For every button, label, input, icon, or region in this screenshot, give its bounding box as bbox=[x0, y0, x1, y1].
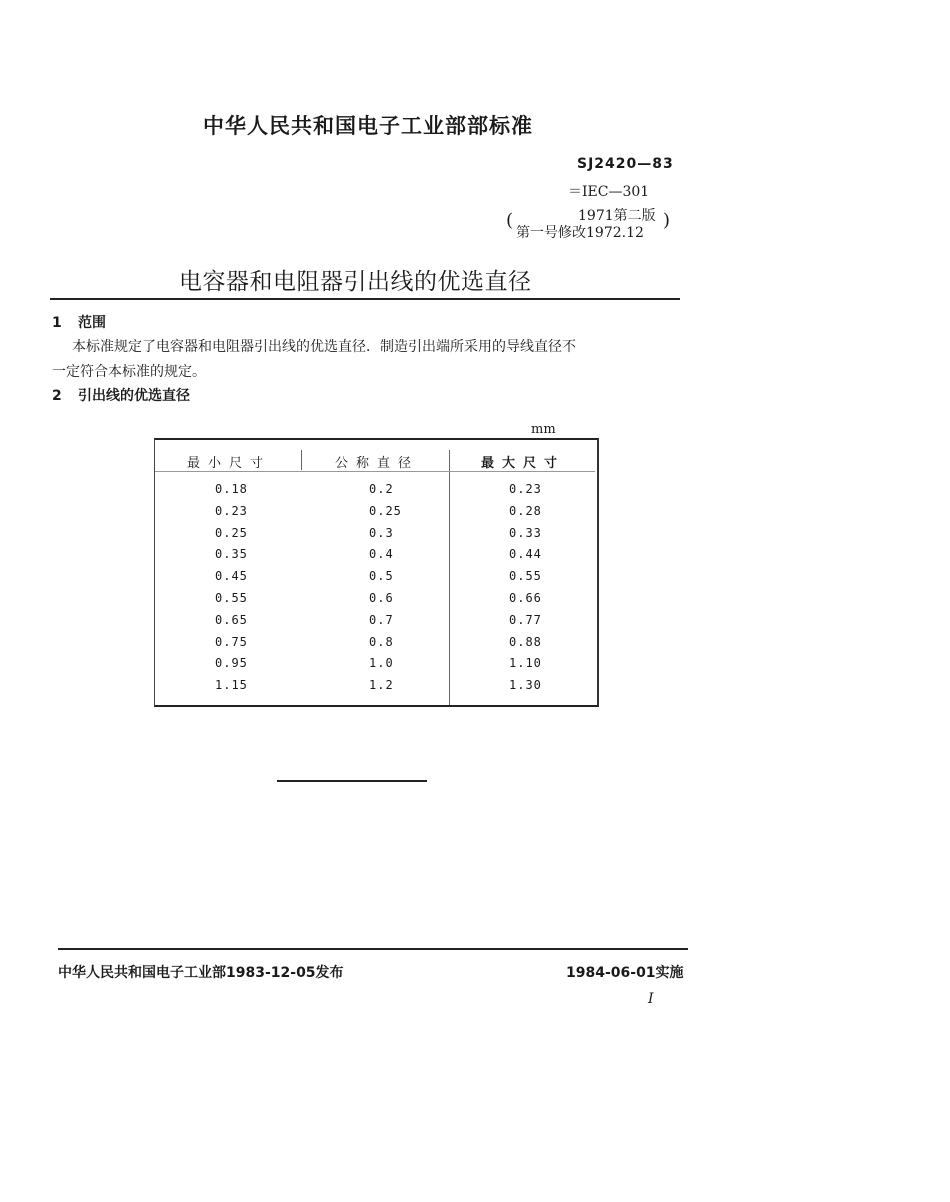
amendment-note: 第一号修改1972.12 bbox=[516, 225, 644, 241]
table-unit-label: mm bbox=[531, 422, 556, 437]
min-size-cell: 0.25 bbox=[215, 525, 248, 540]
title-divider bbox=[50, 298, 680, 300]
max-size-cell: 0.88 bbox=[509, 634, 542, 649]
max-size-cell: 0.77 bbox=[509, 612, 542, 627]
nominal-diameter-cell: 0.4 bbox=[369, 547, 394, 562]
header-max-size: 最大尺寸 bbox=[481, 456, 566, 471]
min-size-cell: 0.35 bbox=[215, 547, 248, 562]
nominal-diameter-cell: 0.6 bbox=[369, 591, 394, 605]
nominal-diameter-cell: 0.25 bbox=[369, 503, 402, 518]
section-1-title: 范围 bbox=[78, 315, 106, 331]
max-size-cell: 0.44 bbox=[509, 547, 542, 562]
section-2-title: 引出线的优选直径 bbox=[78, 388, 190, 404]
nominal-diameter-cell: 0.5 bbox=[369, 569, 394, 584]
min-size-cell: 1.15 bbox=[215, 678, 248, 693]
column-divider bbox=[449, 450, 450, 705]
max-size-cell: 0.23 bbox=[509, 482, 542, 496]
edition-paren-close: ) bbox=[663, 210, 671, 231]
section-2-heading bbox=[52, 385, 190, 405]
min-size-cell: 0.75 bbox=[215, 634, 248, 649]
header-min-size: 最小尺寸 bbox=[187, 456, 272, 471]
standard-number: SJ2420—83 bbox=[577, 156, 674, 172]
section-2-number: 2 bbox=[52, 388, 62, 404]
nominal-diameter-cell: 1.0 bbox=[369, 656, 394, 671]
column-divider bbox=[301, 450, 302, 470]
min-size-cell: 0.18 bbox=[215, 482, 248, 496]
max-size-cell: 0.66 bbox=[509, 591, 542, 605]
footer-divider bbox=[58, 948, 688, 950]
max-size-cell: 1.10 bbox=[509, 656, 542, 671]
end-of-content-rule bbox=[277, 780, 427, 782]
header-divider bbox=[155, 471, 595, 472]
document-title: 电容器和电阻器引出线的优选直径 bbox=[179, 269, 532, 295]
section-1-text-line-1: 本标准规定了电容器和电阻器引出线的优选直径．制造引出端所采用的导线直径不 bbox=[72, 339, 576, 355]
nominal-diameter-cell: 1.2 bbox=[369, 678, 394, 693]
section-1-heading bbox=[52, 312, 106, 332]
issued-date: 中华人民共和国电子工业部1983-12-05发布 bbox=[58, 965, 344, 981]
min-size-cell: 0.95 bbox=[215, 656, 248, 671]
edition-paren-open: ( bbox=[506, 210, 514, 231]
min-size-cell: 0.45 bbox=[215, 569, 248, 584]
max-size-cell: 1.30 bbox=[509, 678, 542, 693]
effective-date: 1984-06-01实施 bbox=[566, 965, 684, 981]
min-size-cell: 0.65 bbox=[215, 612, 248, 627]
max-size-cell: 0.55 bbox=[509, 569, 542, 584]
header-nominal-diameter: 公称直径 bbox=[335, 456, 420, 471]
edition-note: 1971第二版 bbox=[578, 208, 656, 224]
preferred-diameter-table bbox=[154, 438, 599, 707]
section-1-number: 1 bbox=[52, 315, 62, 331]
min-size-cell: 0.23 bbox=[215, 503, 248, 518]
nominal-diameter-cell: 0.2 bbox=[369, 482, 394, 496]
iec-equivalent: ＝IEC—301 bbox=[568, 184, 650, 200]
page-number: I bbox=[648, 991, 654, 1007]
max-size-cell: 0.28 bbox=[509, 503, 542, 518]
section-1-text-line-2: 一定符合本标准的规定。 bbox=[52, 364, 206, 380]
nominal-diameter-cell: 0.3 bbox=[369, 525, 394, 540]
nominal-diameter-cell: 0.7 bbox=[369, 612, 394, 627]
min-size-cell: 0.55 bbox=[215, 591, 248, 605]
issuing-organization-header: 中华人民共和国电子工业部部标准 bbox=[203, 114, 533, 138]
max-size-cell: 0.33 bbox=[509, 525, 542, 540]
nominal-diameter-cell: 0.8 bbox=[369, 634, 394, 649]
